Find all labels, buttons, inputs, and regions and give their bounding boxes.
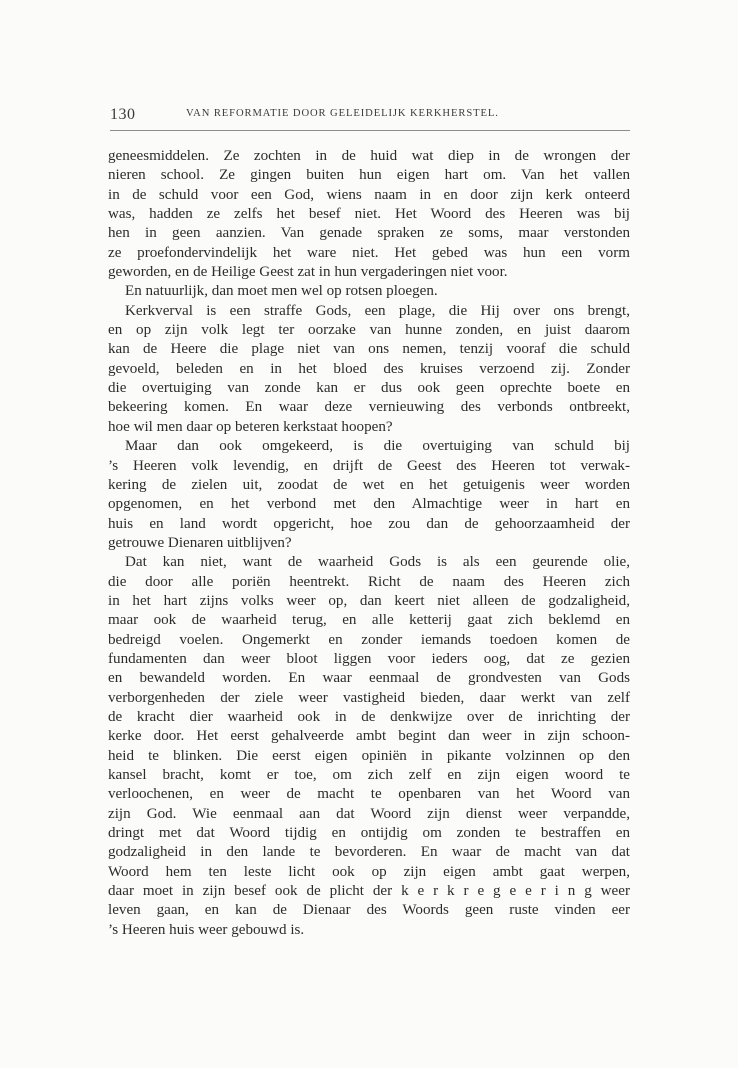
text-line: die overtuiging van zonde kan er dus ook geen oprechte boete en	[108, 380, 630, 397]
text-line: En natuurlijk, dan moet men wel op rotsen ploegen.	[125, 283, 438, 300]
paragraph	[108, 147, 630, 282]
text-line: daar moet in zijn besef ook de plicht der k e r k r e g e e r i n g weer	[108, 883, 630, 900]
text-line: en bewandeld worden. En waar eenmaal de grondvesten van Gods	[108, 670, 630, 687]
running-head: VAN REFORMATIE DOOR GELEIDELIJK KERKHERSTEL.	[186, 108, 499, 119]
text-line: dringt met dat Woord tijdig en ontijdig om zonden te bestraffen en	[108, 825, 630, 842]
text-line: geneesmiddelen. Ze zochten in de huid wat diep in de wrongen der	[108, 148, 630, 164]
text-line: bedreigd voelen. Ongemerkt en zonder iemands toedoen komen de	[108, 631, 630, 648]
text-line: kering de zielen uit, zoodat de wet en het getuigenis weer worden	[108, 476, 630, 493]
text-line: hen in geen aanzien. Van genade spraken ze soms, maar verstonden	[108, 225, 630, 242]
text-line: godzaligheid in den lande te bevorderen. En waar de macht van dat	[108, 844, 630, 861]
text-line: opgenomen, en het verbond met den Almachtige weer in hart en	[108, 496, 630, 513]
page-header	[110, 106, 630, 132]
text-line: nieren school. Ze gingen buiten hun eigen hart om. Van het vallen	[108, 167, 630, 184]
text-line: Dat kan niet, want de waarheid Gods is als een geurende olie,	[125, 554, 630, 571]
text-line: in het hart zijns volks weer op, dan keert niet alleen de godzaligheid,	[108, 592, 630, 609]
text-line: kerke door. Het eerst gehalveerde ambt begint dan weer in zijn schoon-	[108, 728, 630, 745]
text-line: was, hadden ze zelfs het besef niet. Het Woord des Heeren was bij	[108, 206, 630, 223]
body-text	[108, 147, 630, 940]
text-line: huis en land wordt opgericht, hoe zou dan de gehoorzaamheid der	[108, 515, 630, 532]
text-line: geworden, en de Heilige Geest zat in hun vergaderingen niet voor.	[108, 264, 508, 281]
text-line: ’s Heeren volk levendig, en drijft de Geest des Heeren tot verwak-	[108, 457, 630, 474]
text-line: Kerkverval is een straffe Gods, een plage, die Hij over ons brengt,	[125, 302, 630, 319]
text-line: kansel bracht, komt er toe, om zich zelf en zijn eigen woord te	[108, 767, 630, 783]
text-line: Maar dan ook omgekeerd, is die overtuiging van schuld bij	[125, 438, 630, 455]
text-line: ze proefondervindelijk het ware niet. Het gebed was hun een vorm	[108, 244, 630, 261]
paragraph	[108, 282, 630, 301]
paragraph	[108, 302, 630, 437]
text-line: en op zijn volk legt ter oorzake van hunne zonden, en juist daarom	[108, 322, 630, 339]
text-line: ’s Heeren huis weer gebouwd is.	[108, 921, 305, 938]
text-line: die door alle poriën heentrekt. Richt de naam des Heeren zich	[108, 573, 630, 590]
header-rule	[110, 130, 630, 131]
text-line: in de schuld voor een God, wiens naam in en door zijn kerk onteerd	[108, 186, 630, 203]
paragraph	[108, 553, 630, 940]
text-line: verborgenheden der ziele weer vastigheid bieden, daar werkt van zelf	[108, 689, 630, 706]
text-line: zijn God. Wie eenmaal aan dat Woord zijn dienst weer verpandde,	[108, 805, 630, 822]
text-line: heid te blinken. Die eerst eigen opiniën in pikante volzinnen op den	[108, 747, 630, 764]
page-number: 130	[110, 106, 136, 123]
text-line: maar ook de waarheid terug, en alle ketterij gaat zich beklemd en	[108, 612, 630, 629]
text-line: fundamenten dan weer bloot liggen voor ieders oog, dat ze gezien	[108, 650, 630, 667]
text-line: de kracht dier waarheid ook in de denkwijze over de inrichting der	[108, 708, 630, 725]
text-line: Woord hem ten leste licht ook op zijn eigen ambt gaat werpen,	[108, 863, 630, 880]
text-line: bekeering komen. En waar deze vernieuwing des verbonds ontbreekt,	[108, 399, 630, 416]
text-line: getrouwe Dienaren uitblijven?	[108, 534, 292, 551]
text-line: kan de Heere die plage niet van ons nemen, tenzij vooraf die schuld	[108, 341, 630, 358]
paragraph	[108, 437, 630, 553]
text-line: verloochenen, en weer de macht te openbaren van het Woord van	[108, 786, 630, 803]
text-line: hoe wil men daar op beteren kerkstaat hoopen?	[108, 418, 393, 435]
text-line: leven gaan, en kan de Dienaar des Woords geen ruste vinden eer	[108, 902, 630, 919]
text-line: gevoeld, beleden en in het bloed des kruises verzoend zij. Zonder	[108, 360, 630, 377]
